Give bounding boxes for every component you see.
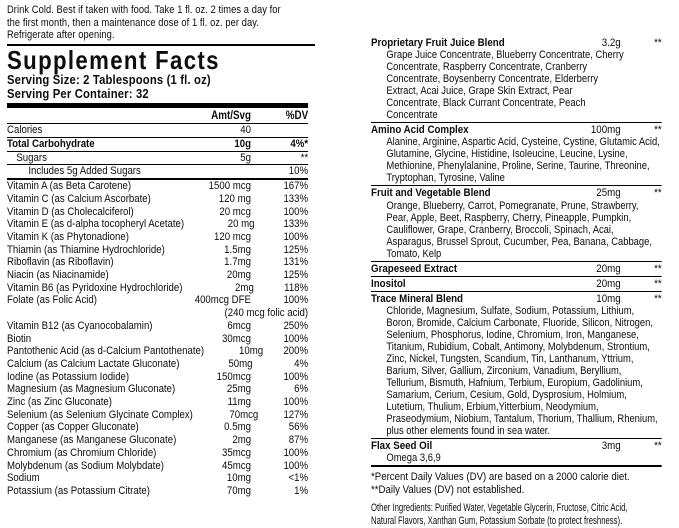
blend-amount: 25mg xyxy=(596,187,621,200)
nutrient-dv: 87% xyxy=(288,434,309,447)
blend-name: Inositol xyxy=(371,277,406,290)
blend-name: Grapeseed Extract xyxy=(371,262,458,275)
blend-name: Proprietary Fruit Juice Blend xyxy=(371,37,505,49)
nutrient-name: Manganese (as Manganese Gluconate) xyxy=(7,434,177,447)
nutrient-name: Niacin (as Niacinamide) xyxy=(7,269,109,282)
other-ingredients-text xyxy=(371,502,628,528)
nutrient-row xyxy=(7,371,308,384)
nutrient-row xyxy=(7,345,308,358)
nutrient-amount xyxy=(176,165,251,178)
servings-per-container: Serving Per Container: 32 xyxy=(7,85,149,101)
nutrient-name: Calories xyxy=(7,124,43,137)
nutrient-dv: 118% xyxy=(284,281,309,294)
nutrient-row xyxy=(7,165,308,180)
nutrient-amount: 20mg xyxy=(226,269,251,282)
dv-column-header: %DV xyxy=(285,109,309,122)
nutrient-row xyxy=(7,409,308,422)
blend-dv: ** xyxy=(654,277,662,290)
nutrient-dv: 100% xyxy=(283,459,309,472)
blend-dv: ** xyxy=(654,440,662,453)
nutrient-name: Thiamin (as Thiamine Hydrochloride) xyxy=(7,243,165,256)
nutrient-row xyxy=(7,256,308,269)
blend-name: Fruit and Vegetable Blend xyxy=(371,187,491,200)
nutrient-name: Includes 5g Added Sugars xyxy=(28,165,141,178)
nutrient-amount: 20 mg xyxy=(227,218,255,231)
nutrient-dv: 167% xyxy=(283,180,309,193)
blend-section xyxy=(371,124,662,186)
nutrient-amount: 10mg xyxy=(226,472,251,485)
usage-instructions-line: Drink Cold. Best if taken with food. Take 1 fl. oz. 2 times a day for xyxy=(7,4,281,16)
nutrient-name: Sodium xyxy=(7,472,40,485)
nutrient-row xyxy=(7,231,308,244)
nutrient-amount: 150mcg xyxy=(216,370,251,383)
nutrient-amount: 400mcg DFE xyxy=(194,294,251,307)
nutrient-dv: 131% xyxy=(283,256,309,269)
blend-row xyxy=(371,263,662,275)
nutrient-amount: 45mcg xyxy=(222,459,251,472)
nutrient-name: Riboflavin (as Riboflavin) xyxy=(7,256,114,269)
nutrient-amount: 70mg xyxy=(226,484,251,497)
blend-section xyxy=(371,187,662,261)
blend-amount: 100mg xyxy=(590,124,621,137)
blend-dv: ** xyxy=(654,37,662,49)
nutrient-amount: 2mg xyxy=(235,281,254,294)
nutrient-dv: 10% xyxy=(288,165,309,178)
nutrient-row xyxy=(7,472,308,485)
nutrient-name: Sugars xyxy=(16,151,47,164)
nutrient-dv: 100% xyxy=(283,446,309,459)
header-spacer xyxy=(7,110,176,124)
blend-amount: 3.2g xyxy=(601,37,621,49)
nutrient-dv: 250% xyxy=(283,319,309,332)
nutrient-row xyxy=(7,434,308,447)
nutrient-name: Potassium (as Potassium Citrate) xyxy=(7,484,150,497)
blend-row xyxy=(371,440,662,452)
nutrient-amount: 2mg xyxy=(232,434,252,447)
nutrient-row xyxy=(7,180,308,193)
nutrient-amount: 120 mg xyxy=(218,192,251,205)
nutrient-row xyxy=(7,138,308,152)
nutrient-name: Vitamin C (as Calcium Ascorbate) xyxy=(7,192,151,205)
blend-dv: ** xyxy=(654,293,662,306)
nutrient-amount: 25mg xyxy=(226,383,251,396)
nutrient-amount: 35mcg xyxy=(222,446,251,459)
nutrient-dv: 133% xyxy=(283,192,309,205)
nutrient-dv: 1% xyxy=(294,484,309,497)
other-ingredients xyxy=(371,502,662,528)
nutrient-dv: 100% xyxy=(283,230,309,243)
blend-ingredients: Chloride, Magnesium, Sulfate, Sodium, Potassium, Lithium, Boron, Bromide, Calcium Carbonate, Fluoride, Silicon, Nitrogen, Selenium, Phosphorus, Iodine, Chromium, Iron, Manganese, Titanium, Rubidium, Cobalt, Antimony, Molybdenum, Strontium, Zinc, Nickel, Tungsten, Scandium, Tin, Lanthanum, Yttrium, Barium, Silver, Gallium, Zirconium, Vanadium, Beryllium, Tellurium, Bismuth, Hafnium, Terbium, Europium, Gadolinium, Samarium, Cerium, Cesium, Gold, Dysprosium, Holmium, Lutetium, Thulium, Erbium,Yitterbium, Neodymium, Praseodymium, Niobium, Tantalum, Thorium, Thallium, Rhenium, plus other elements found in sea water. xyxy=(386,305,658,438)
nutrient-dv: 100% xyxy=(283,370,309,383)
nutrient-row xyxy=(7,358,308,371)
blend-row xyxy=(371,124,662,136)
nutrient-name: Total Carbohydrate xyxy=(7,137,95,150)
nutrient-note: (240 mcg folic acid) xyxy=(224,307,309,320)
nutrient-row xyxy=(7,124,308,138)
nutrient-row xyxy=(7,320,308,333)
nutrient-amount: 30mcg xyxy=(222,332,251,345)
nutrient-dv: 4% xyxy=(294,357,309,370)
nutrient-dv: 4%* xyxy=(290,137,309,150)
blend-section xyxy=(371,263,662,277)
nutrient-name: Selenium (as Selenium Glycinate Complex) xyxy=(7,408,193,421)
usage-instructions-line: Refrigerate after opening. xyxy=(7,29,115,42)
nutrient-row xyxy=(7,282,308,295)
nutrient-name: Vitamin K (as Phytonadione) xyxy=(7,230,129,243)
other-ingredients-line: Natural Flavors, Xanthan Gum, Potassium Sorbate (to protect freshness). xyxy=(371,515,623,528)
blend-ingredients: Grape Juice Concentrate, Blueberry Concentrate, Cherry Concentrate, Raspberry Concentrate, Cranberry Concentrate, Boysenberry Concentrate, Elderberry Extract, Acai Juice, Grape Skin Extract, Pear Concentrate, Black Currant Concentrate, Peach Concentrate xyxy=(386,49,624,122)
blend-dv: ** xyxy=(654,124,662,137)
blend-amount: 10mg xyxy=(596,293,621,306)
blend-amount: 20mg xyxy=(596,262,621,275)
nutrient-dv: 100% xyxy=(283,396,309,409)
usage-instructions-line: the first month, then a maintenance dose of 1 fl. oz. per day. xyxy=(7,16,259,29)
nutrient-amount: 5g xyxy=(240,151,251,164)
nutrient-row xyxy=(7,460,308,473)
supplement-facts-title: Supplement Facts xyxy=(7,44,220,75)
nutrient-amount: 70mcg xyxy=(229,408,259,421)
nutrient-name: Vitamin E (as d-alpha tocopheryl Acetate) xyxy=(7,218,185,231)
nutrient-name: Vitamin B6 (as Pyridoxine Hydrochloride) xyxy=(7,281,183,294)
nutrient-name: Biotin xyxy=(7,332,32,345)
nutrient-name: Folate (as Folic Acid) xyxy=(7,294,97,307)
nutrient-name: Zinc (as Zinc Gluconate) xyxy=(7,396,112,409)
nutrient-name: Magnesium (as Magnesium Gluconate) xyxy=(7,383,176,396)
nutrient-name: Vitamin A (as Beta Carotene) xyxy=(7,180,132,193)
facts-column-header xyxy=(7,108,308,125)
nutrient-name: Copper (as Copper Gluconate) xyxy=(7,421,139,434)
nutrient-amount: 40 xyxy=(240,124,251,137)
nutrient-name: Iodine (as Potassium Iodide) xyxy=(7,370,130,383)
nutrient-row xyxy=(7,383,308,396)
nutrient-row xyxy=(7,218,308,231)
blends-panel xyxy=(371,37,662,528)
nutrient-amount: 6mcg xyxy=(227,319,251,332)
nutrient-amount: 1500 mcg xyxy=(208,180,251,193)
nutrient-amount: 10mg xyxy=(239,345,264,358)
blend-amount: 3mg xyxy=(601,440,621,453)
nutrient-amount: 10g xyxy=(234,137,251,150)
blend-row xyxy=(371,278,662,290)
blend-amount: 20mg xyxy=(596,277,621,290)
facts-panel xyxy=(7,4,308,498)
blend-name: Amino Acid Complex xyxy=(371,124,469,137)
nutrient-dv xyxy=(251,124,308,137)
nutrient-amount: 1.5mg xyxy=(224,243,251,256)
nutrient-row xyxy=(7,152,308,166)
nutrient-row xyxy=(7,244,308,257)
nutrient-row xyxy=(7,206,308,219)
nutrient-name: Chromium (as Chromium Chloride) xyxy=(7,446,157,459)
footnote-dv-basis: *Percent Daily Values (DV) are based on a 2000 calorie diet. xyxy=(371,471,630,484)
other-ingredients-line: Other Ingredients: Purified Water, Vegetable Glycerin, Fructose, Citric Acid, xyxy=(371,502,628,515)
nutrient-name: Vitamin B12 (as Cyanocobalamin) xyxy=(7,319,153,332)
serving-size: Serving Size: 2 Tablespoons (1 fl. oz) xyxy=(7,71,211,87)
blend-row xyxy=(371,37,662,49)
blend-ingredients: Omega 3,6,9 xyxy=(386,452,441,465)
nutrient-dv: ** xyxy=(300,151,309,164)
nutrient-amount: 0.5mg xyxy=(224,421,251,434)
nutrient-row xyxy=(7,333,308,346)
blend-dv: ** xyxy=(654,187,662,200)
blend-name: Flax Seed Oil xyxy=(371,440,433,453)
blend-dv: ** xyxy=(654,262,662,275)
blend-name: Trace Mineral Blend xyxy=(371,293,464,306)
footnote-dv-not-established: **Daily Values (DV) not established. xyxy=(371,484,525,497)
blend-section xyxy=(371,37,662,123)
nutrient-name: Pantothenic Acid (as d-Calcium Pantothenate) xyxy=(7,345,205,358)
footnotes xyxy=(371,471,662,497)
nutrient-row xyxy=(7,447,308,460)
blend-section xyxy=(371,278,662,292)
nutrient-table xyxy=(7,124,308,497)
nutrient-dv: <1% xyxy=(288,472,309,485)
nutrient-dv: 133% xyxy=(283,218,309,231)
amount-column-header: Amt/Svg xyxy=(211,109,251,122)
blend-ingredients: Orange, Blueberry, Carrot, Pomegranate, Prune, Strawberry, Pear, Apple, Beet, Raspberry, Cherry, Pineapple, Pumpkin, Cauliflower, Grape, Cranberry, Broccoli, Spinach, Acai, Asparagus, Brussel Sprout, Cucumber, Pea, Banana, Cabbage, Tomato, Kelp xyxy=(386,199,652,260)
nutrient-row xyxy=(7,396,308,409)
nutrient-dv: 100% xyxy=(283,205,309,218)
nutrient-dv: 125% xyxy=(283,243,309,256)
blend-section xyxy=(371,293,662,439)
nutrient-row xyxy=(7,193,308,206)
blend-row xyxy=(371,293,662,305)
nutrient-row xyxy=(7,421,308,434)
nutrient-amount: 50mg xyxy=(228,357,253,370)
nutrient-amount: 20 mcg xyxy=(219,205,251,218)
blend-row xyxy=(371,187,662,199)
nutrient-dv: 100% xyxy=(283,294,309,307)
nutrient-row xyxy=(7,294,308,307)
nutrient-row xyxy=(7,269,308,282)
nutrient-row xyxy=(7,485,308,498)
nutrient-amount: 11mg xyxy=(227,396,251,409)
blend-ingredients: Alanine, Arginine, Aspartic Acid, Cysteine, Cystine, Glutamic Acid, Glutamine, Glycine, Histidine, Isoleucine, Leucine, Lysine, Methionine, Phenylalanine, Proline, Serine, Taurine, Threonine, Tryptophan, Tyrosine, Valine xyxy=(386,136,660,185)
nutrient-dv: 6% xyxy=(294,383,309,396)
blend-section xyxy=(371,440,662,467)
nutrient-amount: 120 mcg xyxy=(213,230,251,243)
nutrient-amount: 1.7mg xyxy=(224,256,251,269)
nutrient-name: Calcium (as Calcium Lactate Gluconate) xyxy=(7,357,180,370)
nutrient-name: Vitamin D (as Cholecalciferol) xyxy=(7,205,134,218)
nutrient-dv: 200% xyxy=(283,345,309,358)
nutrient-dv: 100% xyxy=(283,332,309,345)
nutrient-name: Molybdenum (as Sodium Molybdate) xyxy=(7,459,164,472)
nutrient-dv: 127% xyxy=(283,408,309,421)
nutrient-dv: 125% xyxy=(283,269,309,282)
nutrient-dv: 56% xyxy=(288,421,309,434)
blend-table xyxy=(371,37,662,467)
